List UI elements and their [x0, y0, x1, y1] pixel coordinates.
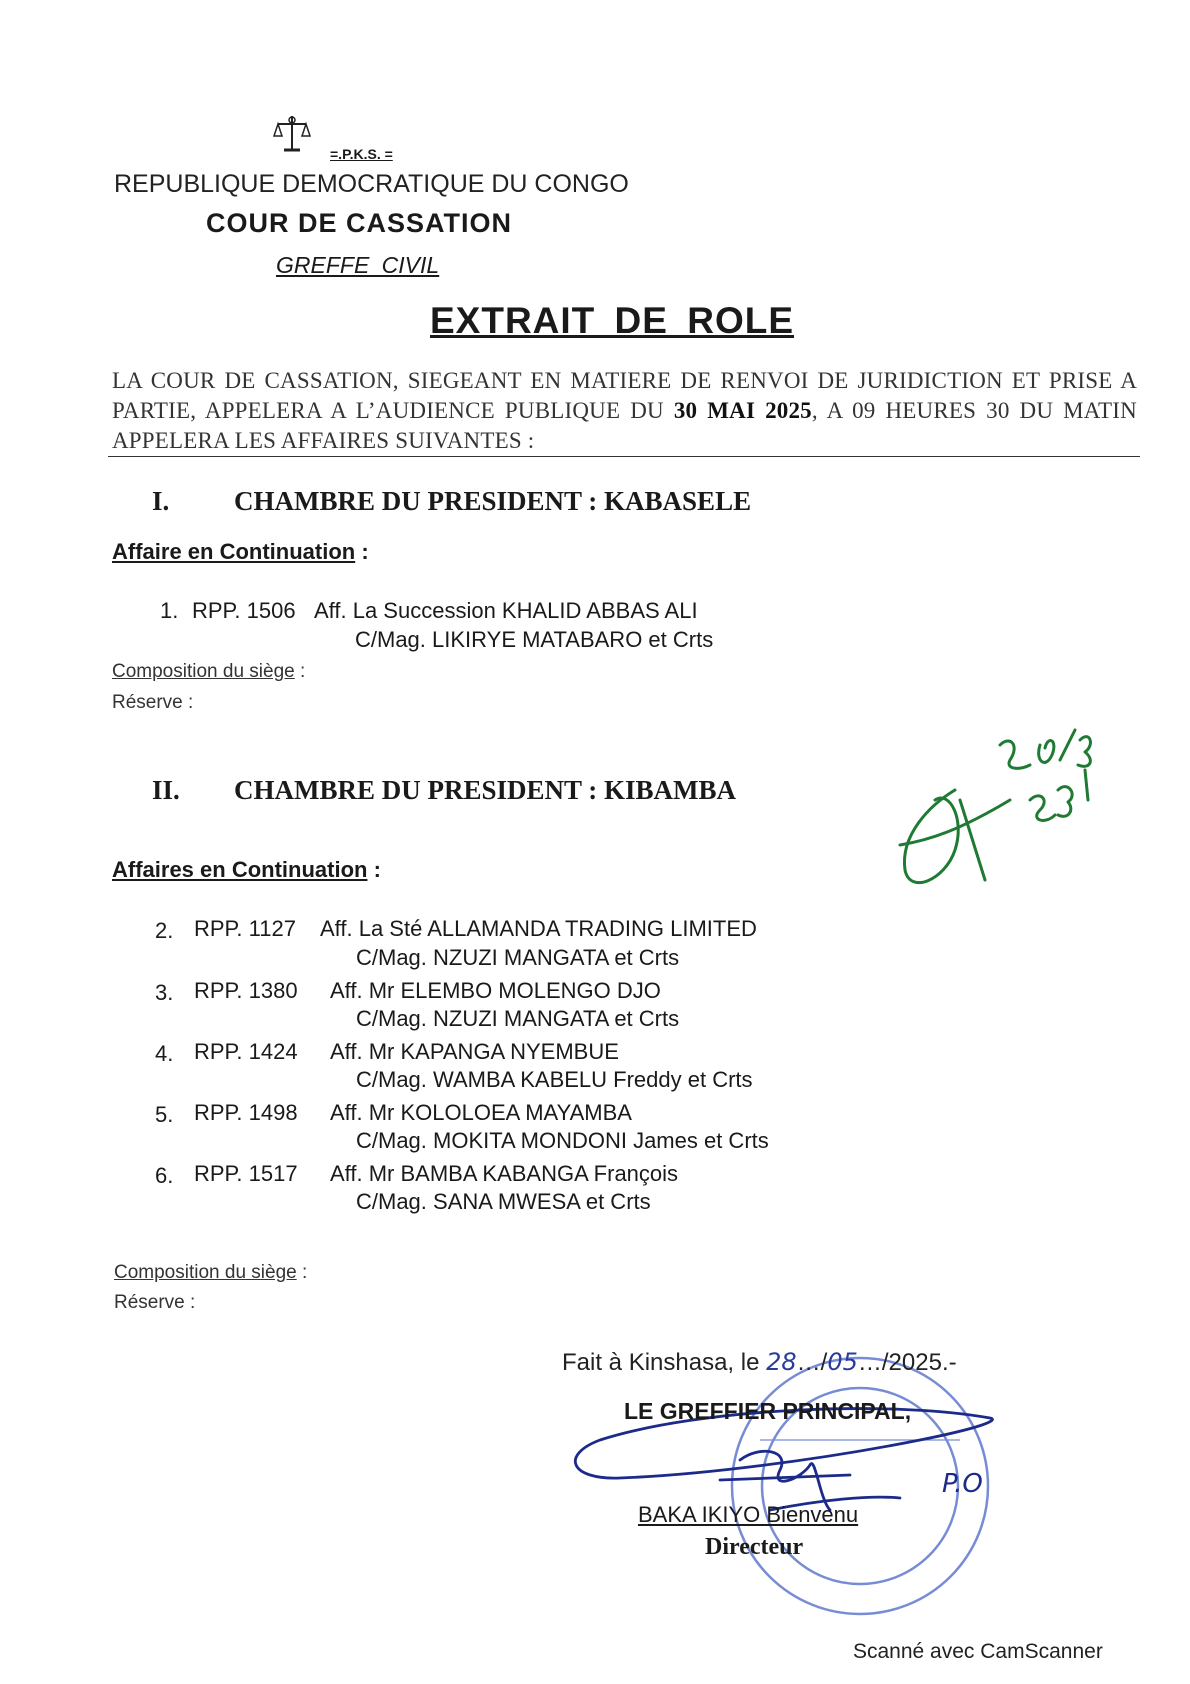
section-title: CHAMBRE DU PRESIDENT : KABASELE — [234, 486, 752, 516]
case-rpp: RPP. 1424 — [194, 1039, 298, 1064]
case-rpp: RPP. 1517 — [194, 1161, 298, 1186]
case-party: Aff. Mr ELEMBO MOLENGO DJO — [330, 978, 661, 1003]
case-against: C/Mag. LIKIRYE MATABARO et Crts — [355, 627, 714, 652]
affaire-label-colon: : — [367, 857, 381, 882]
intro-text-after: , A 09 HEURES 30 DU MATIN APPELERA LES AFFAIRES SUIVANTES : — [112, 398, 1137, 453]
fait-prefix: Fait à Kinshasa, le — [562, 1349, 767, 1376]
case-against: C/Mag. WAMBA KABELU Freddy et Crts — [356, 1067, 753, 1092]
date-sep-2: …/ — [857, 1349, 889, 1376]
date-year: 2025.- — [888, 1349, 957, 1376]
pks-mark: =.P.K.S. = — [330, 146, 393, 162]
reserve-label: Réserve : — [112, 692, 194, 713]
case-number: 3. — [155, 980, 174, 1005]
signatory-role: Directeur — [705, 1534, 804, 1560]
composition-label-colon: : — [294, 661, 306, 682]
case-rpp: RPP. 1506 — [192, 598, 296, 623]
date-day: 28 — [766, 1348, 797, 1376]
date-month: 05 — [827, 1348, 858, 1376]
case-against: C/Mag. NZUZI MANGATA et Crts — [356, 1006, 680, 1031]
section-numeral: I. — [152, 486, 170, 516]
handwritten-initial-date-note-icon — [900, 730, 1090, 883]
affaire-label-colon: : — [355, 539, 369, 564]
office-name: GREFFE CIVIL — [276, 252, 440, 278]
affaire-label-text: Affaires en Continuation — [112, 857, 368, 882]
case-number: 4. — [155, 1041, 174, 1066]
greffier-title: LE GREFFIER PRINCIPAL, — [624, 1398, 912, 1424]
document-title: EXTRAIT DE ROLE — [430, 300, 795, 341]
section-title: CHAMBRE DU PRESIDENT : KIBAMBA — [234, 775, 737, 805]
case-against: C/Mag. SANA MWESA et Crts — [356, 1189, 651, 1214]
case-rpp: RPP. 1127 — [194, 916, 296, 941]
intro-text-before: LA COUR DE CASSATION, SIEGEANT EN MATIERE DE RENVOI DE JURIDICTION ET PRISE A PARTIE, APPELERA A L’AUDIENCE PUBLIQUE DU — [112, 368, 1137, 423]
fait-line — [562, 1348, 957, 1377]
affaire-label-text: Affaire en Continuation — [112, 539, 356, 564]
case-rpp: RPP. 1380 — [194, 978, 298, 1003]
date-sep-1: …/ — [796, 1349, 828, 1376]
case-party: Aff. Mr KOLOLOEA MAYAMBA — [330, 1100, 632, 1125]
hearing-date: 30 MAI 2025 — [673, 398, 812, 423]
case-against: C/Mag. MOKITA MONDONI James et Crts — [356, 1128, 769, 1153]
case-number: 2. — [155, 918, 174, 943]
republic-name: REPUBLIQUE DEMOCRATIQUE DU CONGO — [114, 170, 629, 198]
case-party: Aff. La Sté ALLAMANDA TRADING LIMITED — [320, 916, 757, 941]
court-name: COUR DE CASSATION — [206, 208, 513, 238]
case-number: 5. — [155, 1102, 174, 1127]
composition-label-colon: : — [296, 1262, 308, 1283]
case-party: Aff. Mr KAPANGA NYEMBUE — [330, 1039, 619, 1064]
signatory-name: BAKA IKIYO Bienvenu — [638, 1502, 859, 1527]
case-number: 6. — [155, 1163, 174, 1188]
reserve-label: Réserve : — [114, 1292, 196, 1313]
case-rpp: RPP. 1498 — [194, 1100, 298, 1125]
case-party: Aff. Mr BAMBA KABANGA François — [330, 1161, 679, 1186]
scanner-note: Scanné avec CamScanner — [853, 1640, 1103, 1663]
section-numeral: II. — [152, 775, 180, 805]
case-party: Aff. La Succession KHALID ABBAS ALI — [314, 598, 698, 623]
case-number: 1. — [160, 598, 179, 623]
case-against: C/Mag. NZUZI MANGATA et Crts — [356, 945, 680, 970]
composition-label-text: Composition du siège — [112, 661, 295, 682]
po-annotation: P.O — [942, 1469, 983, 1499]
composition-label-text: Composition du siège — [114, 1262, 297, 1283]
